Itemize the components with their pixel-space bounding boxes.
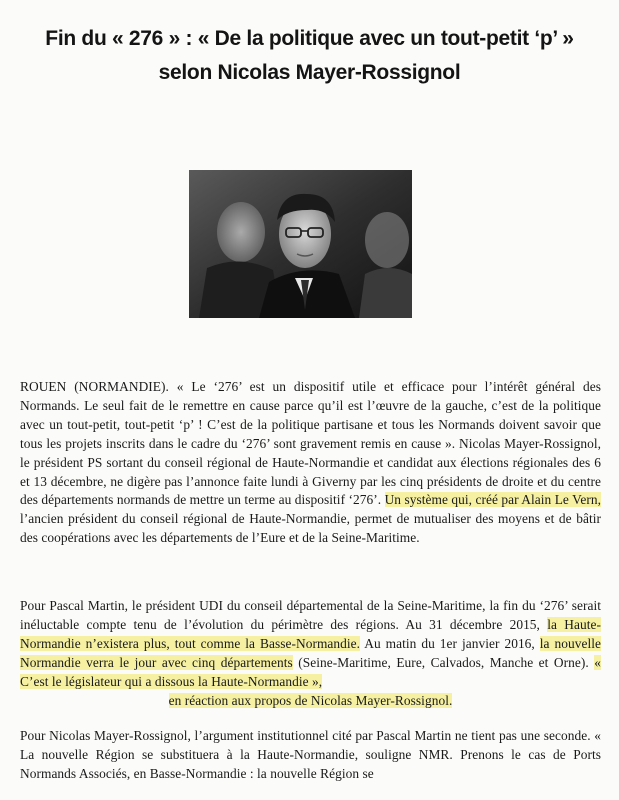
paragraph-2 (20, 597, 601, 710)
paragraph-2-text-c: (Seine-Maritime, Eure, Calvados, Manche et Orne). (292, 654, 595, 670)
paragraph-2-text-a: Pour Pascal Martin, le président UDI du conseil départemental de la Seine-Maritime, la fin du ‘276’ serait inéluctable compte tenu de l’évolution du périmètre des régions. Au 31 décembre 2015, (20, 598, 601, 632)
paragraph-2-text-b: Au matin du 1er janvier 2016, (360, 635, 540, 651)
paragraph-1-text-a: ROUEN (NORMANDIE). « Le ‘276’ est un dispositif utile et efficace pour l’intérêt général des Normands. Le seul fait de le remettre en cause parce qu’il est l’œuvre de la gauche, c’est de la politique avec un tout-petit, tout-petit ‘p’ ! C’est de la politique partisane et tous les Normands doivent savoir que tous les projets inscrits dans le cadre du ‘276’ sont gravement remis en cause ». Nicolas Mayer-Rossignol, le président PS sortant du conseil régional de Haute-Normandie et candidat aux élections régionales des 6 et 13 décembre, ne digère pas l’annonce faite lundi à Giverny par les cinq présidents de droite et du centre des départements normands de mettre un terme au dispositif ‘276’. (20, 379, 601, 508)
paragraph-1-text-b: l’ancien président du conseil régional de Haute-Normandie, permet de mutualiser des moyens et de bâtir des coopérations avec les départements de l’Eure et de la Seine-Maritime. (20, 511, 601, 546)
highlight-haute-normandie: la Haute-Normandie n’existera plus, tout comme la Basse-Normandie. (20, 616, 601, 651)
paragraph-1 (20, 378, 601, 548)
highlight-reaction: en réaction aux propos de Nicolas Mayer-Rossignol. (168, 692, 453, 708)
article-photo (189, 170, 412, 318)
highlight-nouvelle-normandie: la nouvelle Normandie verra le jour avec cinq départements (20, 635, 601, 670)
article-title: Fin du « 276 » : « De la politique avec un tout-petit ‘p’ » selon Nicolas Mayer-Rossignol (45, 27, 574, 84)
highlight-legislateur: « C’est le législateur qui a dissous la Haute-Normandie », (20, 654, 601, 689)
paragraph-3 (20, 727, 601, 784)
highlight-systeme: Un système qui, créé par Alain Le Vern, (384, 492, 601, 508)
paragraph-3-text-a: Pour Nicolas Mayer-Rossignol, l’argument institutionnel cité par Pascal Martin ne tient pas une seconde. « La nouvelle Région se substituera à la Haute-Normandie, souligne NMR. Prenons le cas de Ports Normands Associés, en Basse-Normandie : la nouvelle Région se (20, 728, 601, 781)
